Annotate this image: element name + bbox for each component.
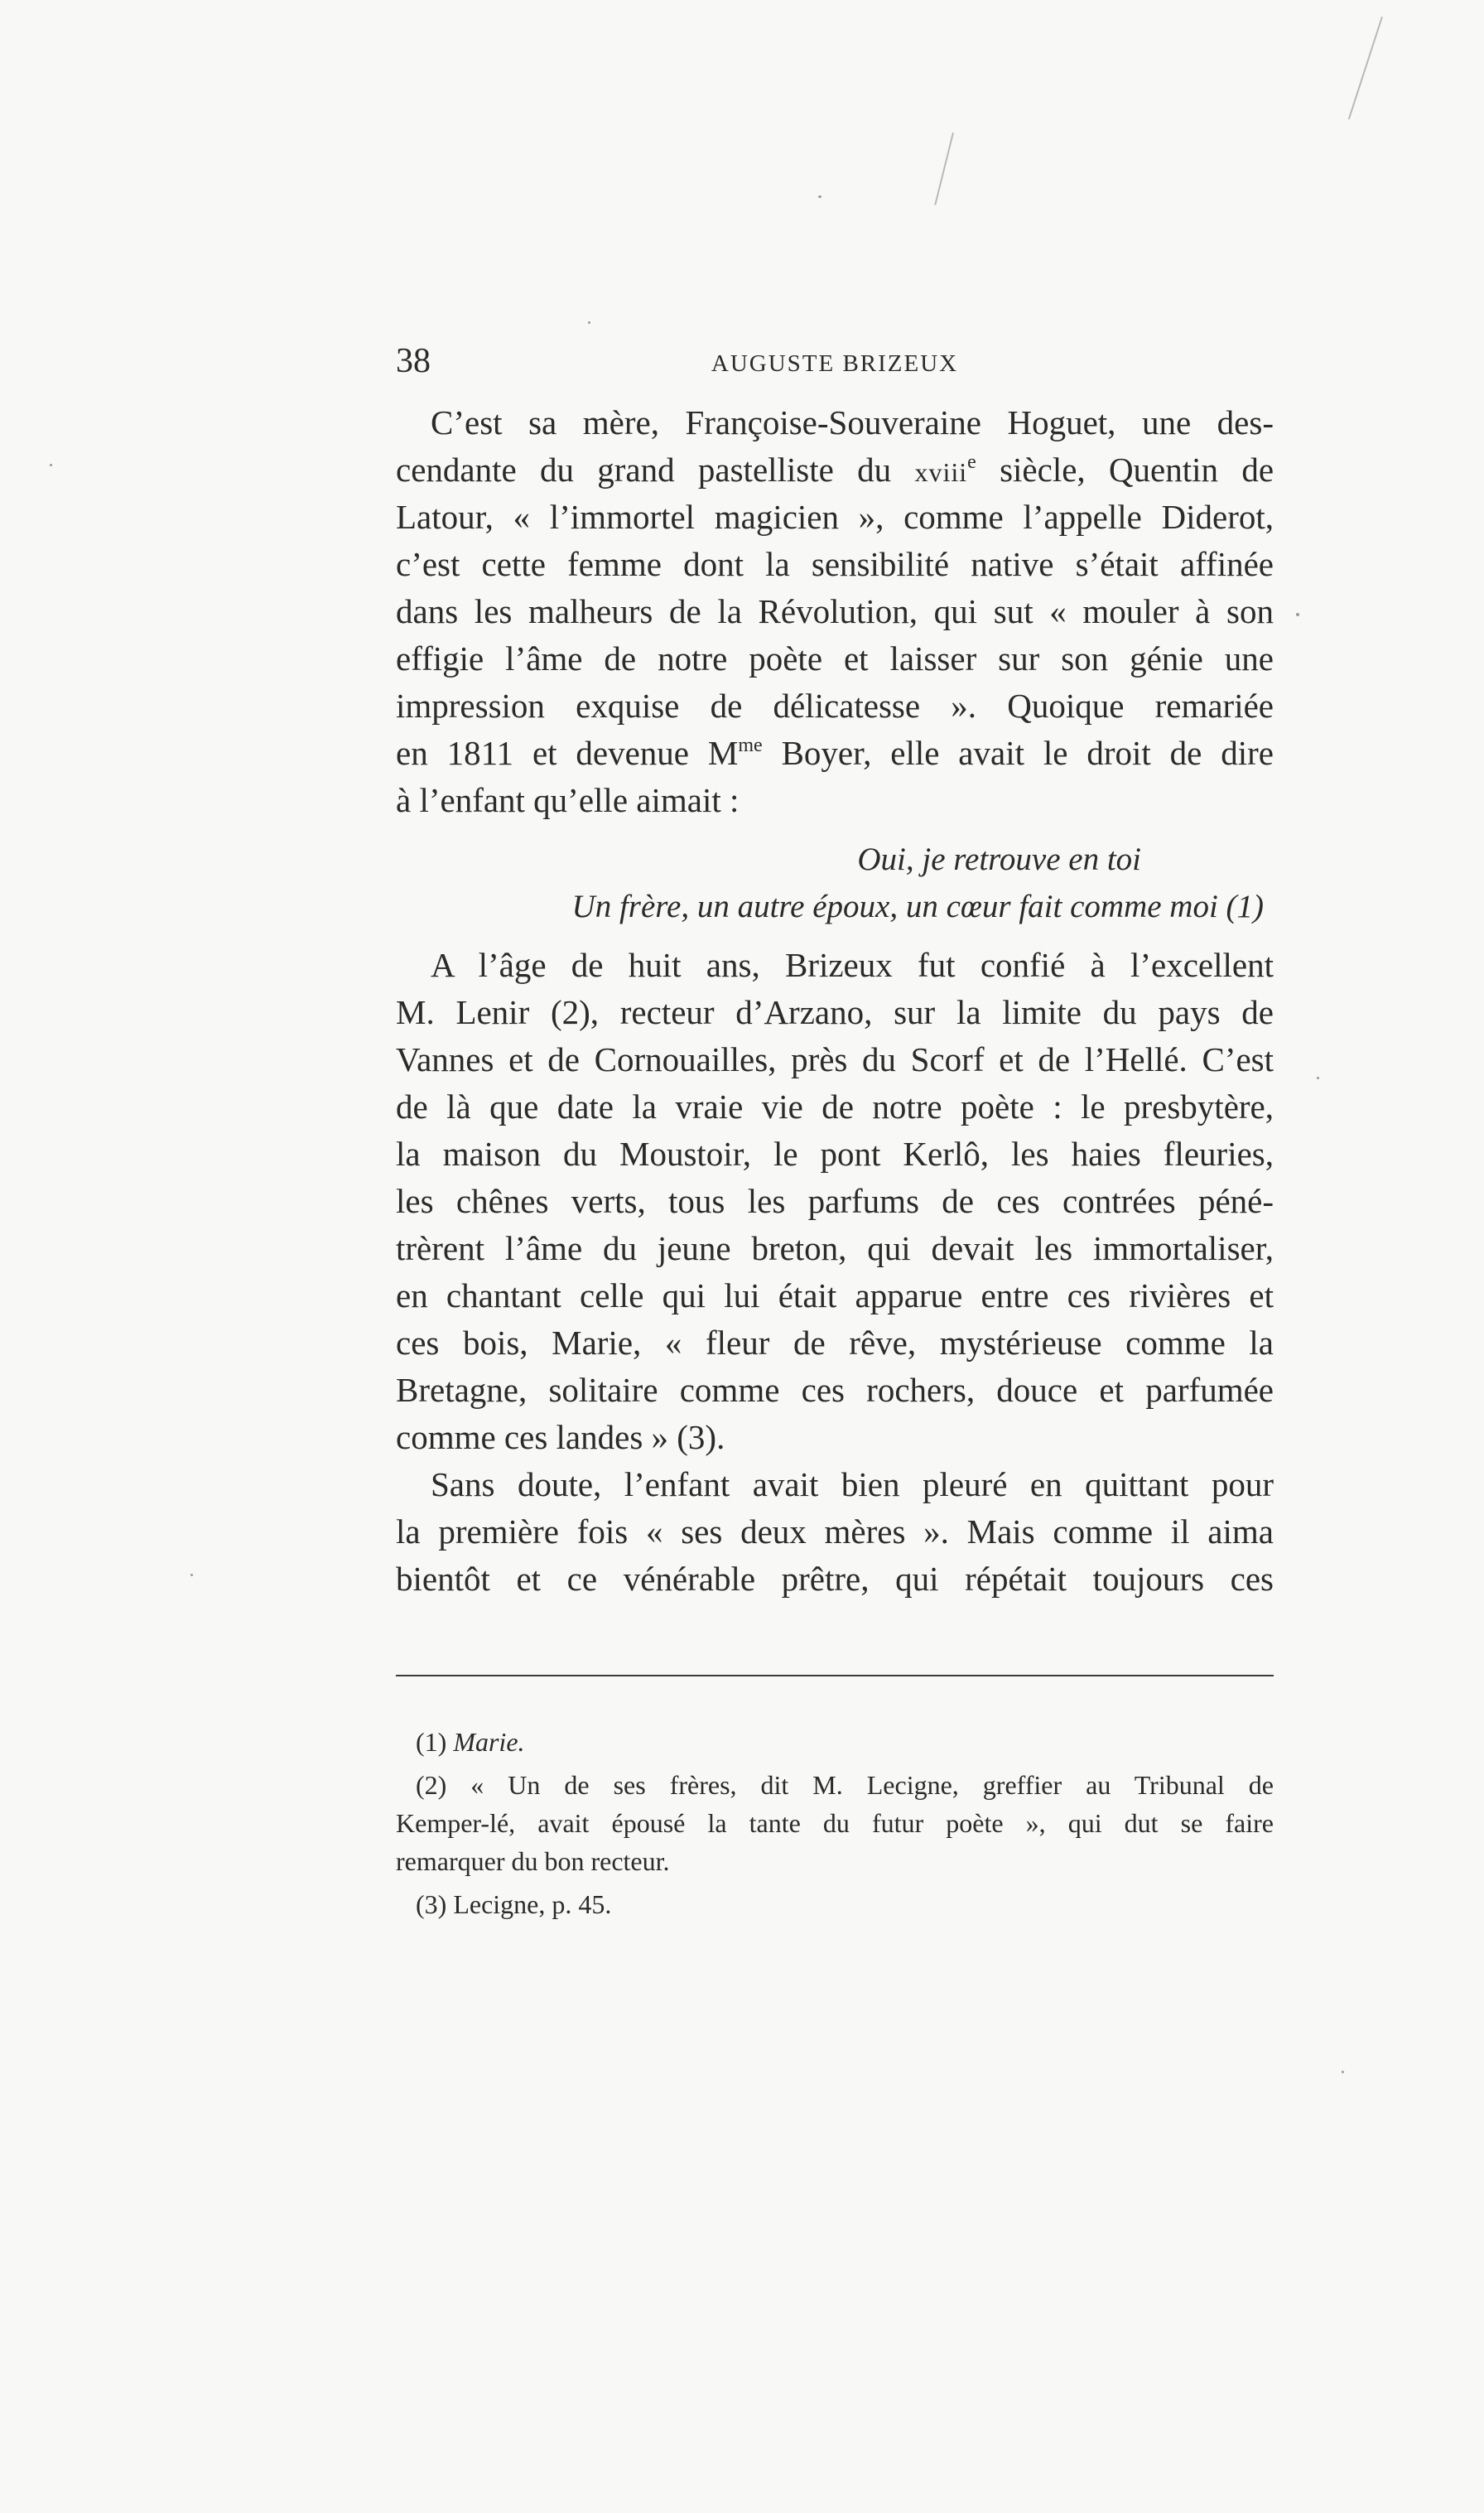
text-line: M. Lenir (2), recteur d’Arzano, sur la limite du pays de — [396, 993, 1274, 1031]
verse-quote — [396, 824, 1274, 942]
running-title: AUGUSTE BRIZEUX — [711, 350, 959, 377]
scan-scratch — [934, 133, 954, 205]
body-text — [396, 399, 1274, 1603]
text-fragment: Boyer, elle avait le droit de dire — [781, 734, 1274, 772]
superscript: e — [967, 451, 976, 473]
scan-scratch — [1348, 17, 1383, 119]
scan-speck — [50, 464, 52, 466]
footnote-2-line: Kemper-lé, avait épousé la tante du futur poète », qui dut se faire — [396, 1808, 1274, 1838]
paragraph — [396, 399, 1274, 824]
footnote-3: (3) Lecigne, p. 45. — [416, 1889, 612, 1919]
text-line: en chantant celle qui lui était apparue entre ces rivières et — [396, 1276, 1274, 1314]
text-line: Sans doute, l’enfant avait bien pleuré en quittant pour — [431, 1465, 1274, 1503]
paragraph — [396, 1461, 1274, 1603]
scan-speck — [1317, 1077, 1319, 1079]
text-fragment: cendante du grand pastelliste du — [396, 451, 892, 489]
text-line: C’est sa mère, Françoise-Souveraine Hoguet, une des- — [431, 403, 1274, 441]
text-line: Latour, « l’immortel magicien », comme l’appelle Diderot, — [396, 498, 1274, 536]
scan-speck — [190, 1574, 193, 1576]
verse-line: Oui, je retrouve en toi — [857, 842, 1141, 877]
text-line: trèrent l’âme du jeune breton, qui devait les immortaliser, — [396, 1229, 1274, 1267]
text-line: de là que date la vraie vie de notre poète : le presbytère, — [396, 1088, 1274, 1126]
text-line: comme ces landes » (3). — [396, 1418, 725, 1456]
text-line: c’est cette femme dont la sensibilité native s’était affinée — [396, 545, 1274, 583]
page-number: 38 — [396, 342, 431, 380]
footnote-rule — [396, 1675, 1274, 1676]
text-line: à l’enfant qu’elle aimait : — [396, 781, 740, 819]
running-header — [396, 338, 1274, 384]
text-line: la première fois « ses deux mères ». Mais comme il aima — [396, 1512, 1274, 1551]
text-line — [396, 730, 1274, 777]
century-numeral: xviii — [914, 457, 968, 487]
scan-speck — [588, 321, 590, 324]
scan-speck — [1342, 2071, 1344, 2073]
text-line: les chênes verts, tous les parfums de ces contrées péné- — [396, 1182, 1274, 1220]
text-line: Bretagne, solitaire comme ces rochers, douce et parfumée — [396, 1371, 1274, 1409]
footnote-2-line: (2) « Un de ses frères, dit M. Lecigne, greffier au Tribunal de — [416, 1770, 1274, 1800]
text-line: Vannes et de Cornouailles, près du Scorf et de l’Hellé. C’est — [396, 1040, 1274, 1078]
footnote-text: Marie. — [453, 1727, 525, 1757]
text-line: ces bois, Marie, « fleur de rêve, mystérieuse comme la — [396, 1324, 1274, 1362]
text-line — [396, 446, 1274, 494]
scan-speck — [1296, 613, 1299, 616]
text-line: bientôt et ce vénérable prêtre, qui répétait toujours ces — [396, 1560, 1274, 1598]
footnote-2-line: remarquer du bon recteur. — [396, 1846, 670, 1876]
text-line: A l’âge de huit ans, Brizeux fut confié à l’excellent — [431, 946, 1274, 984]
footnotes — [396, 1723, 1274, 1923]
text-fragment: siècle, Quentin de — [1000, 451, 1274, 489]
footnote-marker: (1) — [416, 1727, 447, 1757]
text-line: la maison du Moustoir, le pont Kerlô, les haies fleuries, — [396, 1135, 1274, 1173]
text-line: impression exquise de délicatesse ». Quoique remariée — [396, 687, 1274, 725]
text-line: dans les malheurs de la Révolution, qui sut « mouler à son — [396, 592, 1274, 630]
text-fragment: en 1811 et devenue M — [396, 734, 739, 772]
paragraph — [396, 942, 1274, 1461]
footnote-1 — [396, 1723, 1274, 1761]
superscript: me — [738, 735, 763, 756]
verse-line: Un frère, un autre époux, un cœur fait comme moi (1) — [571, 889, 1264, 924]
text-line: effigie l’âme de notre poète et laisser sur son génie une — [396, 639, 1274, 678]
scan-speck — [818, 195, 822, 198]
